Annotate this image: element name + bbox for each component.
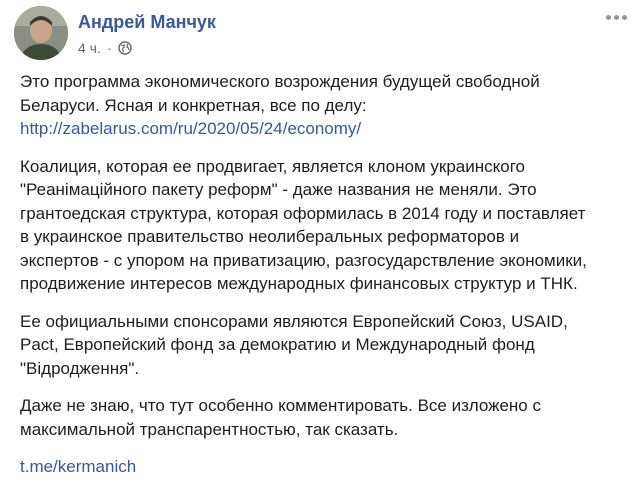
paragraph-2: Коалиция, которая ее продвигает, является клоном украинского "Реанімаційного пакету реформ" - даже названия не меняли. Это грантоедская структура, которая оформилась в 2014 году и поставляет в украинское правительство неолиберальных реформаторов и экспертов - с упором на приватизацию, разгосударствление экономики, продвижение интересов международных финансовых структур и ТНК. (20, 156, 587, 293)
more-options-icon[interactable] (604, 8, 628, 26)
avatar[interactable] (14, 6, 68, 60)
separator-dot: · (106, 40, 112, 56)
globe-icon[interactable] (118, 41, 132, 55)
telegram-link[interactable]: t.me/kermanich (20, 457, 137, 476)
post-time[interactable]: 4 ч. (78, 40, 101, 56)
economy-link[interactable]: http://zabelarus.com/ru/2020/05/24/economy/ (20, 119, 362, 138)
paragraph-4: Даже не знаю, что тут особенно комментировать. Все изложено с максимальной транспарентностью, так сказать. (20, 396, 541, 439)
paragraph-1 (20, 70, 620, 141)
post-meta (78, 40, 132, 56)
paragraph-1-text: Это программа экономического возрождения будущей свободной Беларуси. Ясная и конкретная, все по делу: (20, 72, 540, 115)
author-name[interactable]: Андрей Манчук (78, 12, 216, 32)
paragraph-5 (20, 455, 620, 479)
paragraph-3: Ее официальными спонсорами являются Европейский Союз, USAID, Pact, Европейский фонд за демократию и Международный фонд "Відродження". (20, 311, 568, 378)
post-body (20, 70, 620, 493)
